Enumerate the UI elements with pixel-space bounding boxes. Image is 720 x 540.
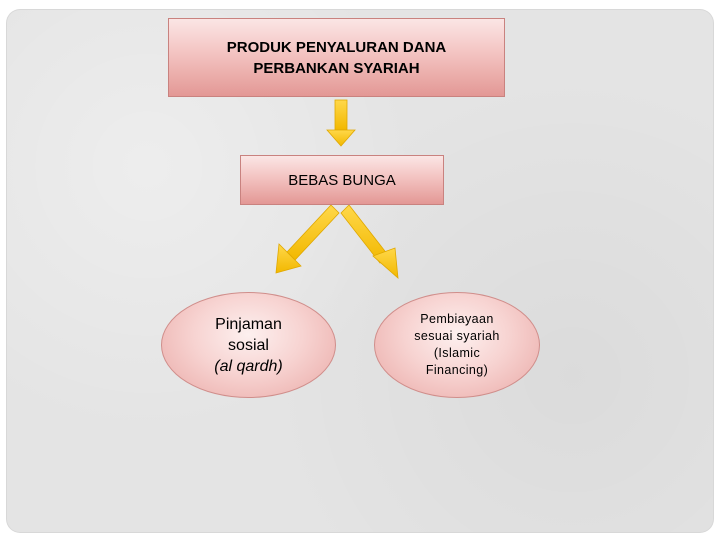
left-node-line-3: (al qardh) bbox=[214, 357, 283, 375]
left-node-line-2: sosial bbox=[228, 336, 269, 354]
middle-box bbox=[240, 155, 444, 205]
title-line-2: PERBANKAN SYARIAH bbox=[253, 59, 420, 77]
left-node-ellipse bbox=[161, 292, 336, 398]
title-line-1: PRODUK PENYALURAN DANA bbox=[226, 38, 447, 56]
right-node-line-1: Pembiayaan bbox=[420, 312, 494, 326]
right-node-line-2: sesuai syariah bbox=[414, 329, 500, 343]
right-node-ellipse bbox=[374, 292, 540, 398]
title-box bbox=[168, 18, 505, 97]
right-node-line-4: Financing) bbox=[425, 363, 489, 377]
middle-box-label: BEBAS BUNGA bbox=[288, 171, 396, 189]
left-node-line-1: Pinjaman bbox=[215, 315, 282, 333]
right-node-line-3: (Islamic bbox=[433, 346, 481, 360]
